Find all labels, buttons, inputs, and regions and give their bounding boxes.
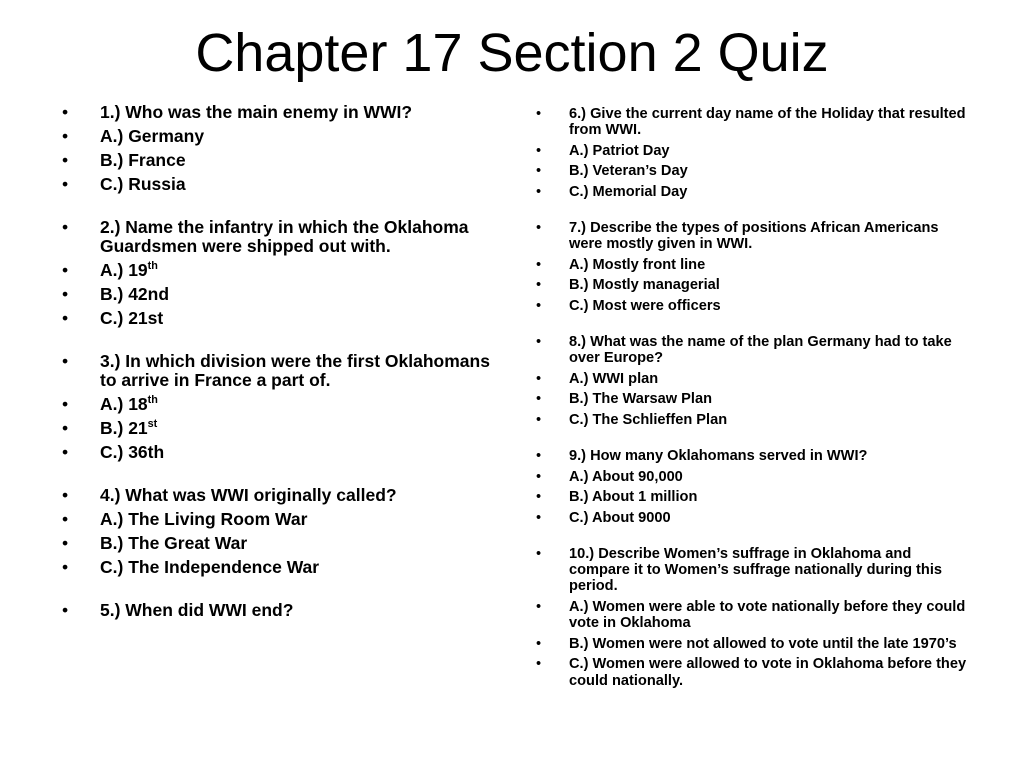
- question-9-option-b: • B.) About 1 million: [569, 489, 974, 505]
- question-9: • 9.) How many Oklahomans served in WWI?: [569, 448, 974, 464]
- question-8-option-b: • B.) The Warsaw Plan: [569, 391, 974, 407]
- question-6-option-a: • A.) Patriot Day: [569, 143, 974, 159]
- question-4-option-b: • B.) The Great War: [100, 534, 500, 553]
- question-2-option-a-suffix: th: [147, 260, 158, 273]
- question-10: • 10.) Describe Women’s suffrage in Oklahoma and compare it to Women’s suffrage nationally during this period.: [569, 546, 974, 595]
- question-5: • 5.) When did WWI end?: [100, 601, 500, 620]
- right-question-column: [569, 106, 974, 693]
- question-8-option-a: • A.) WWI plan: [569, 371, 974, 387]
- question-7: • 7.) Describe the types of positions African Americans were mostly given in WWI.: [569, 220, 974, 253]
- question-1-option-c: • C.) Russia: [100, 175, 500, 194]
- question-3-option-b-suffix: st: [147, 418, 158, 431]
- question-3: • 3.) In which division were the first Oklahomans to arrive in France a part of.: [100, 352, 500, 390]
- question-3-option-a: [100, 395, 500, 414]
- question-2-option-a: [100, 261, 500, 280]
- question-7-option-a: • A.) Mostly front line: [569, 257, 974, 273]
- question-6-option-b: • B.) Veteran’s Day: [569, 163, 974, 179]
- question-7-option-b: • B.) Mostly managerial: [569, 277, 974, 293]
- question-8: • 8.) What was the name of the plan Germany had to take over Europe?: [569, 334, 974, 367]
- question-3-option-c: • C.) 36th: [100, 443, 500, 462]
- question-1: • 1.) Who was the main enemy in WWI?: [100, 103, 500, 122]
- question-1-option-b: • B.) France: [100, 151, 500, 170]
- question-10-option-b: • B.) Women were not allowed to vote until the late 1970’s: [569, 636, 974, 652]
- question-7-option-c: • C.) Most were officers: [569, 298, 974, 314]
- question-3-option-b: [100, 419, 500, 438]
- question-4-option-c: • C.) The Independence War: [100, 558, 500, 577]
- question-4: • 4.) What was WWI originally called?: [100, 486, 500, 505]
- question-2-option-c: • C.) 21st: [100, 309, 500, 328]
- slide-title: Chapter 17 Section 2 Quiz: [195, 23, 829, 83]
- question-2: • 2.) Name the infantry in which the Oklahoma Guardsmen were shipped out with.: [100, 218, 500, 256]
- question-6: • 6.) Give the current day name of the Holiday that resulted from WWI.: [569, 106, 974, 139]
- question-10-option-c: • C.) Women were allowed to vote in Oklahoma before they could nationally.: [569, 656, 974, 689]
- left-question-column: [100, 103, 500, 625]
- question-3-option-a-suffix: th: [147, 394, 158, 407]
- question-2-option-a-text: A.) 19: [100, 260, 148, 280]
- question-9-option-a: • A.) About 90,000: [569, 469, 974, 485]
- question-4-option-a: • A.) The Living Room War: [100, 510, 500, 529]
- question-3-option-b-text: B.) 21: [100, 418, 148, 438]
- question-10-option-a: • A.) Women were able to vote nationally before they could vote in Oklahoma: [569, 599, 974, 632]
- question-9-option-c: • C.) About 9000: [569, 510, 974, 526]
- question-1-option-a: • A.) Germany: [100, 127, 500, 146]
- question-6-option-c: • C.) Memorial Day: [569, 184, 974, 200]
- question-3-option-a-text: A.) 18: [100, 394, 148, 414]
- question-8-option-c: • C.) The Schlieffen Plan: [569, 412, 974, 428]
- question-2-option-b: • B.) 42nd: [100, 285, 500, 304]
